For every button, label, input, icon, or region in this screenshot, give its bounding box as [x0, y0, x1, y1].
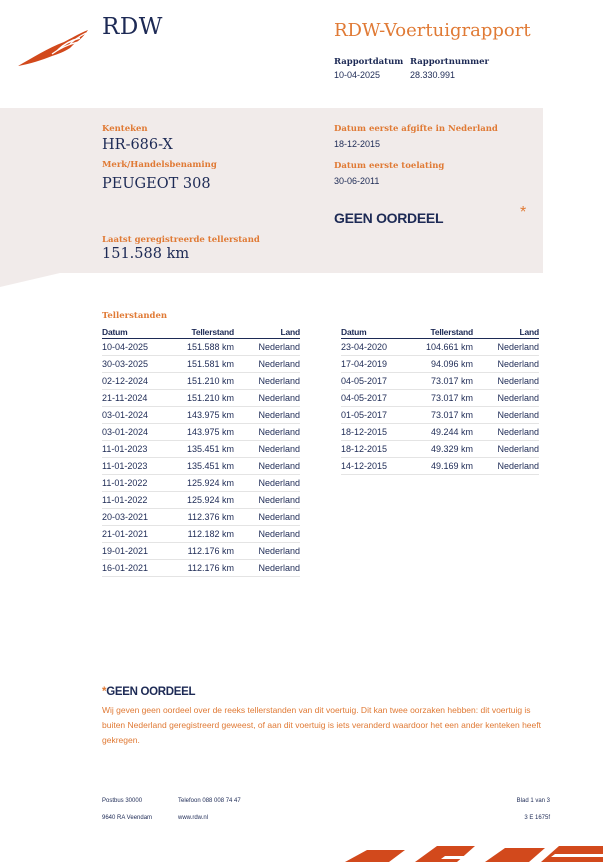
table-row [341, 407, 539, 424]
table-row [102, 390, 300, 407]
reading-country: Nederland [234, 509, 300, 526]
reading-date: 19-01-2021 [102, 543, 168, 560]
reading-country: Nederland [234, 526, 300, 543]
reading-odometer: 143.975 km [168, 424, 234, 441]
reading-date: 04-05-2017 [341, 390, 407, 407]
reading-country: Nederland [234, 424, 300, 441]
reading-country: Nederland [234, 339, 300, 356]
first-admission-value: 30-06-2011 [334, 176, 380, 186]
reading-odometer: 73.017 km [407, 373, 473, 390]
table-row [102, 560, 300, 577]
reading-country: Nederland [234, 543, 300, 560]
reading-date: 21-11-2024 [102, 390, 168, 407]
table-row [102, 492, 300, 509]
report-number-block [410, 57, 489, 80]
reading-date: 18-12-2015 [341, 424, 407, 441]
reading-date: 17-04-2019 [341, 356, 407, 373]
reading-date: 11-01-2023 [102, 458, 168, 475]
table-row [341, 339, 539, 356]
report-number-label: Rapportnummer [410, 57, 489, 67]
reading-country: Nederland [473, 424, 539, 441]
footer-page: Blad 1 van 3 [516, 798, 550, 804]
reading-date: 18-12-2015 [341, 441, 407, 458]
reading-date: 03-01-2024 [102, 407, 168, 424]
reading-odometer: 49.169 km [407, 458, 473, 475]
make-label: Merk/Handelsbenaming [102, 160, 217, 170]
reading-date: 11-01-2022 [102, 475, 168, 492]
table-row [102, 509, 300, 526]
table-row [102, 441, 300, 458]
reading-odometer: 112.176 km [168, 560, 234, 577]
table-row [341, 441, 539, 458]
reading-date: 03-01-2024 [102, 424, 168, 441]
make-value: PEUGEOT 308 [102, 176, 211, 192]
reading-country: Nederland [473, 356, 539, 373]
first-issue-nl-value: 18-12-2015 [334, 139, 381, 149]
reading-date: 01-05-2017 [341, 407, 407, 424]
col-header-date: Datum [102, 325, 168, 339]
reading-country: Nederland [234, 356, 300, 373]
table-row [102, 356, 300, 373]
note-heading-text: GEEN OORDEEL [106, 686, 196, 698]
col-header-country: Land [473, 325, 539, 339]
reading-odometer: 151.210 km [168, 390, 234, 407]
rdw-logo-icon [18, 28, 90, 70]
col-header-odometer: Tellerstand [407, 325, 473, 339]
odometer-value: 151.588 km [102, 246, 190, 262]
brand-name: RDW [102, 14, 163, 40]
col-header-odometer: Tellerstand [168, 325, 234, 339]
reading-country: Nederland [473, 407, 539, 424]
table-row [102, 424, 300, 441]
table-row [102, 475, 300, 492]
report-date-block [334, 57, 403, 80]
reading-odometer: 73.017 km [407, 407, 473, 424]
reading-odometer: 73.017 km [407, 390, 473, 407]
reading-odometer: 125.924 km [168, 492, 234, 509]
reading-country: Nederland [234, 407, 300, 424]
reading-date: 04-05-2017 [341, 373, 407, 390]
reading-date: 23-04-2020 [341, 339, 407, 356]
first-issue-nl-label: Datum eerste afgifte in Nederland [334, 124, 498, 134]
plate-number: HR-686-X [102, 137, 173, 153]
col-header-date: Datum [341, 325, 407, 339]
verdict-asterisk: * [520, 204, 527, 221]
reading-odometer: 151.588 km [168, 339, 234, 356]
footer-code: 3 E 1675f [524, 815, 550, 821]
reading-country: Nederland [234, 560, 300, 577]
reading-country: Nederland [473, 373, 539, 390]
reading-odometer: 49.244 km [407, 424, 473, 441]
readings-table-left [102, 325, 300, 577]
footer-stripes-decoration [345, 842, 603, 862]
note-text: Wij geven geen oordeel over de reeks tellerstanden van dit voertuig. Dit kan twee oorzaken hebben: dit voertuig is buiten Nederland geregistreerd geweest, of aan dit voertuig is iets veranderd waardoor het een ander kenteken heeft gekregen. [102, 705, 541, 745]
report-title: RDW-Voertuigrapport [334, 20, 531, 41]
reading-date: 30-03-2025 [102, 356, 168, 373]
readings-title: Tellerstanden [102, 311, 168, 321]
table-row [102, 543, 300, 560]
reading-odometer: 151.210 km [168, 373, 234, 390]
table-row [102, 526, 300, 543]
reading-odometer: 125.924 km [168, 475, 234, 492]
report-date-label: Rapportdatum [334, 57, 404, 67]
readings-table-right [341, 325, 539, 475]
reading-date: 16-01-2021 [102, 560, 168, 577]
reading-country: Nederland [473, 339, 539, 356]
reading-country: Nederland [234, 458, 300, 475]
reading-date: 14-12-2015 [341, 458, 407, 475]
reading-date: 20-03-2021 [102, 509, 168, 526]
reading-odometer: 143.975 km [168, 407, 234, 424]
reading-country: Nederland [473, 458, 539, 475]
report-date: 10-04-2025 [334, 70, 381, 80]
reading-country: Nederland [234, 492, 300, 509]
table-row [341, 390, 539, 407]
reading-date: 11-01-2022 [102, 492, 168, 509]
footer-address: 9640 RA Veendam [102, 815, 153, 821]
report-number: 28.330.991 [410, 70, 456, 80]
reading-odometer: 112.182 km [168, 526, 234, 543]
reading-odometer: 151.581 km [168, 356, 234, 373]
reading-country: Nederland [234, 475, 300, 492]
table-row [341, 356, 539, 373]
footer-website[interactable]: www.rdw.nl [178, 815, 209, 821]
reading-date: 11-01-2023 [102, 441, 168, 458]
reading-date: 10-04-2025 [102, 339, 168, 356]
reading-odometer: 135.451 km [168, 458, 234, 475]
reading-odometer: 135.451 km [168, 441, 234, 458]
odometer-label: Laatst geregistreerde tellerstand [102, 235, 260, 245]
footer-postbus: Postbus 30000 [102, 798, 143, 804]
plate-label: Kenteken [102, 124, 148, 134]
note-heading [102, 686, 195, 698]
verdict: GEEN OORDEEL [334, 210, 444, 226]
reading-odometer: 112.176 km [168, 543, 234, 560]
reading-odometer: 49.329 km [407, 441, 473, 458]
reading-date: 02-12-2024 [102, 373, 168, 390]
note-asterisk: * [102, 686, 107, 698]
table-row [102, 407, 300, 424]
reading-odometer: 112.376 km [168, 509, 234, 526]
reading-country: Nederland [234, 390, 300, 407]
reading-odometer: 94.096 km [407, 356, 473, 373]
table-row [102, 339, 300, 356]
reading-odometer: 104.661 km [407, 339, 473, 356]
reading-country: Nederland [234, 373, 300, 390]
panel-tail [0, 273, 60, 287]
reading-country: Nederland [473, 441, 539, 458]
col-header-country: Land [234, 325, 300, 339]
reading-country: Nederland [473, 390, 539, 407]
table-row [341, 373, 539, 390]
table-row [102, 373, 300, 390]
footer-phone: Telefoon 088 008 74 47 [178, 798, 241, 804]
table-row [341, 458, 539, 475]
table-row [341, 424, 539, 441]
first-admission-label: Datum eerste toelating [334, 161, 445, 171]
reading-date: 21-01-2021 [102, 526, 168, 543]
reading-country: Nederland [234, 441, 300, 458]
table-row [102, 458, 300, 475]
